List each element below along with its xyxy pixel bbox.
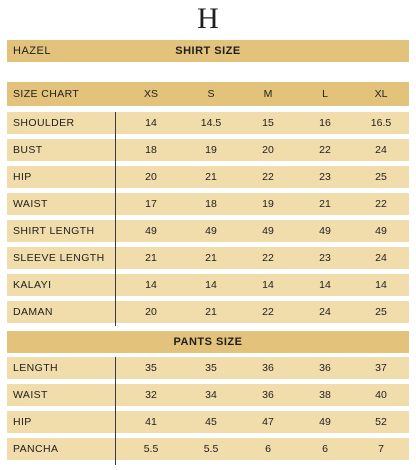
measurement-label: SHIRT LENGTH: [13, 225, 95, 237]
shirt-measurement-row: [7, 139, 409, 161]
size-xs: XS: [143, 88, 158, 100]
shirt-table-divider: [115, 112, 116, 326]
size-chart-header: [7, 82, 409, 106]
size-s: S: [207, 88, 215, 100]
measurement-value: 16: [319, 117, 331, 129]
shirt-measurement-row: [7, 193, 409, 215]
measurement-value: 36: [262, 389, 274, 401]
measurement-value: 15: [262, 117, 274, 129]
measurement-value: 21: [205, 252, 217, 264]
measurement-label: BUST: [13, 144, 43, 156]
measurement-value: 25: [375, 306, 387, 318]
measurement-value: 49: [319, 225, 331, 237]
measurement-value: 14: [145, 117, 157, 129]
measurement-value: 32: [145, 389, 157, 401]
measurement-value: 36: [262, 362, 274, 374]
measurement-value: 17: [145, 198, 157, 210]
pants-size-header: [7, 331, 409, 353]
brand-logo: H: [197, 2, 219, 35]
measurement-label: WAIST: [13, 389, 48, 401]
measurement-value: 34: [205, 389, 217, 401]
pants-table-divider: [115, 357, 116, 465]
measurement-value: 19: [205, 144, 217, 156]
brand-name: HAZEL: [13, 45, 51, 57]
measurement-value: 49: [262, 225, 274, 237]
shirt-measurement-row: [7, 301, 409, 323]
measurement-value: 14: [375, 279, 387, 291]
measurement-label: HIP: [13, 171, 32, 183]
pants-measurement-row: [7, 357, 409, 379]
measurement-value: 14: [205, 279, 217, 291]
measurement-value: 49: [145, 225, 157, 237]
measurement-value: 40: [375, 389, 387, 401]
measurement-value: 38: [319, 389, 331, 401]
measurement-value: 20: [262, 144, 274, 156]
measurement-value: 22: [319, 144, 331, 156]
shirt-measurement-row: [7, 274, 409, 296]
measurement-value: 23: [319, 171, 331, 183]
measurement-label: KALAYI: [13, 279, 52, 291]
measurement-value: 45: [205, 416, 217, 428]
measurement-value: 24: [375, 144, 387, 156]
measurement-value: 35: [145, 362, 157, 374]
shirt-measurement-row: [7, 112, 409, 134]
measurement-value: 21: [205, 306, 217, 318]
measurement-value: 23: [319, 252, 331, 264]
measurement-value: 36: [319, 362, 331, 374]
measurement-value: 20: [145, 306, 157, 318]
measurement-value: 14: [145, 279, 157, 291]
pants-measurement-row: [7, 438, 409, 460]
measurement-value: 5.5: [143, 443, 159, 455]
measurement-value: 47: [262, 416, 274, 428]
size-m: M: [263, 88, 273, 100]
pants-measurement-row: [7, 411, 409, 433]
measurement-value: 35: [205, 362, 217, 374]
measurement-label: LENGTH: [13, 362, 58, 374]
measurement-value: 18: [205, 198, 217, 210]
measurement-value: 49: [375, 225, 387, 237]
shirt-measurement-row: [7, 166, 409, 188]
measurement-value: 6: [265, 443, 271, 455]
pants-size-title: PANTS SIZE: [173, 336, 243, 348]
measurement-value: 49: [319, 416, 331, 428]
measurement-value: 18: [145, 144, 157, 156]
size-l: L: [322, 88, 328, 100]
measurement-label: SLEEVE LENGTH: [13, 252, 105, 264]
measurement-value: 21: [319, 198, 331, 210]
measurement-value: 22: [375, 198, 387, 210]
measurement-value: 16.5: [370, 117, 392, 129]
measurement-label: PANCHA: [13, 443, 59, 455]
measurement-value: 22: [262, 171, 274, 183]
measurement-value: 21: [205, 171, 217, 183]
measurement-label: HIP: [13, 416, 32, 428]
measurement-value: 24: [319, 306, 331, 318]
measurement-value: 52: [375, 416, 387, 428]
measurement-value: 6: [322, 443, 328, 455]
measurement-value: 24: [375, 252, 387, 264]
measurement-value: 20: [145, 171, 157, 183]
pants-measurement-row: [7, 384, 409, 406]
shirt-size-title: SHIRT SIZE: [175, 45, 241, 57]
measurement-value: 25: [375, 171, 387, 183]
measurement-value: 19: [262, 198, 274, 210]
measurement-value: 21: [145, 252, 157, 264]
shirt-measurement-row: [7, 247, 409, 269]
measurement-value: 14: [319, 279, 331, 291]
shirt-measurement-row: [7, 220, 409, 242]
shirt-size-header: [7, 40, 409, 62]
size-xl: XL: [374, 88, 388, 100]
measurement-label: WAIST: [13, 198, 48, 210]
measurement-label: SHOULDER: [13, 117, 75, 129]
measurement-value: 49: [205, 225, 217, 237]
measurement-value: 37: [375, 362, 387, 374]
measurement-value: 14.5: [200, 117, 222, 129]
measurement-value: 41: [145, 416, 157, 428]
measurement-value: 22: [262, 306, 274, 318]
measurement-value: 7: [378, 443, 384, 455]
size-chart-label: SIZE CHART: [13, 88, 80, 100]
measurement-label: DAMAN: [13, 306, 53, 318]
measurement-value: 22: [262, 252, 274, 264]
measurement-value: 5.5: [203, 443, 219, 455]
measurement-value: 14: [262, 279, 274, 291]
